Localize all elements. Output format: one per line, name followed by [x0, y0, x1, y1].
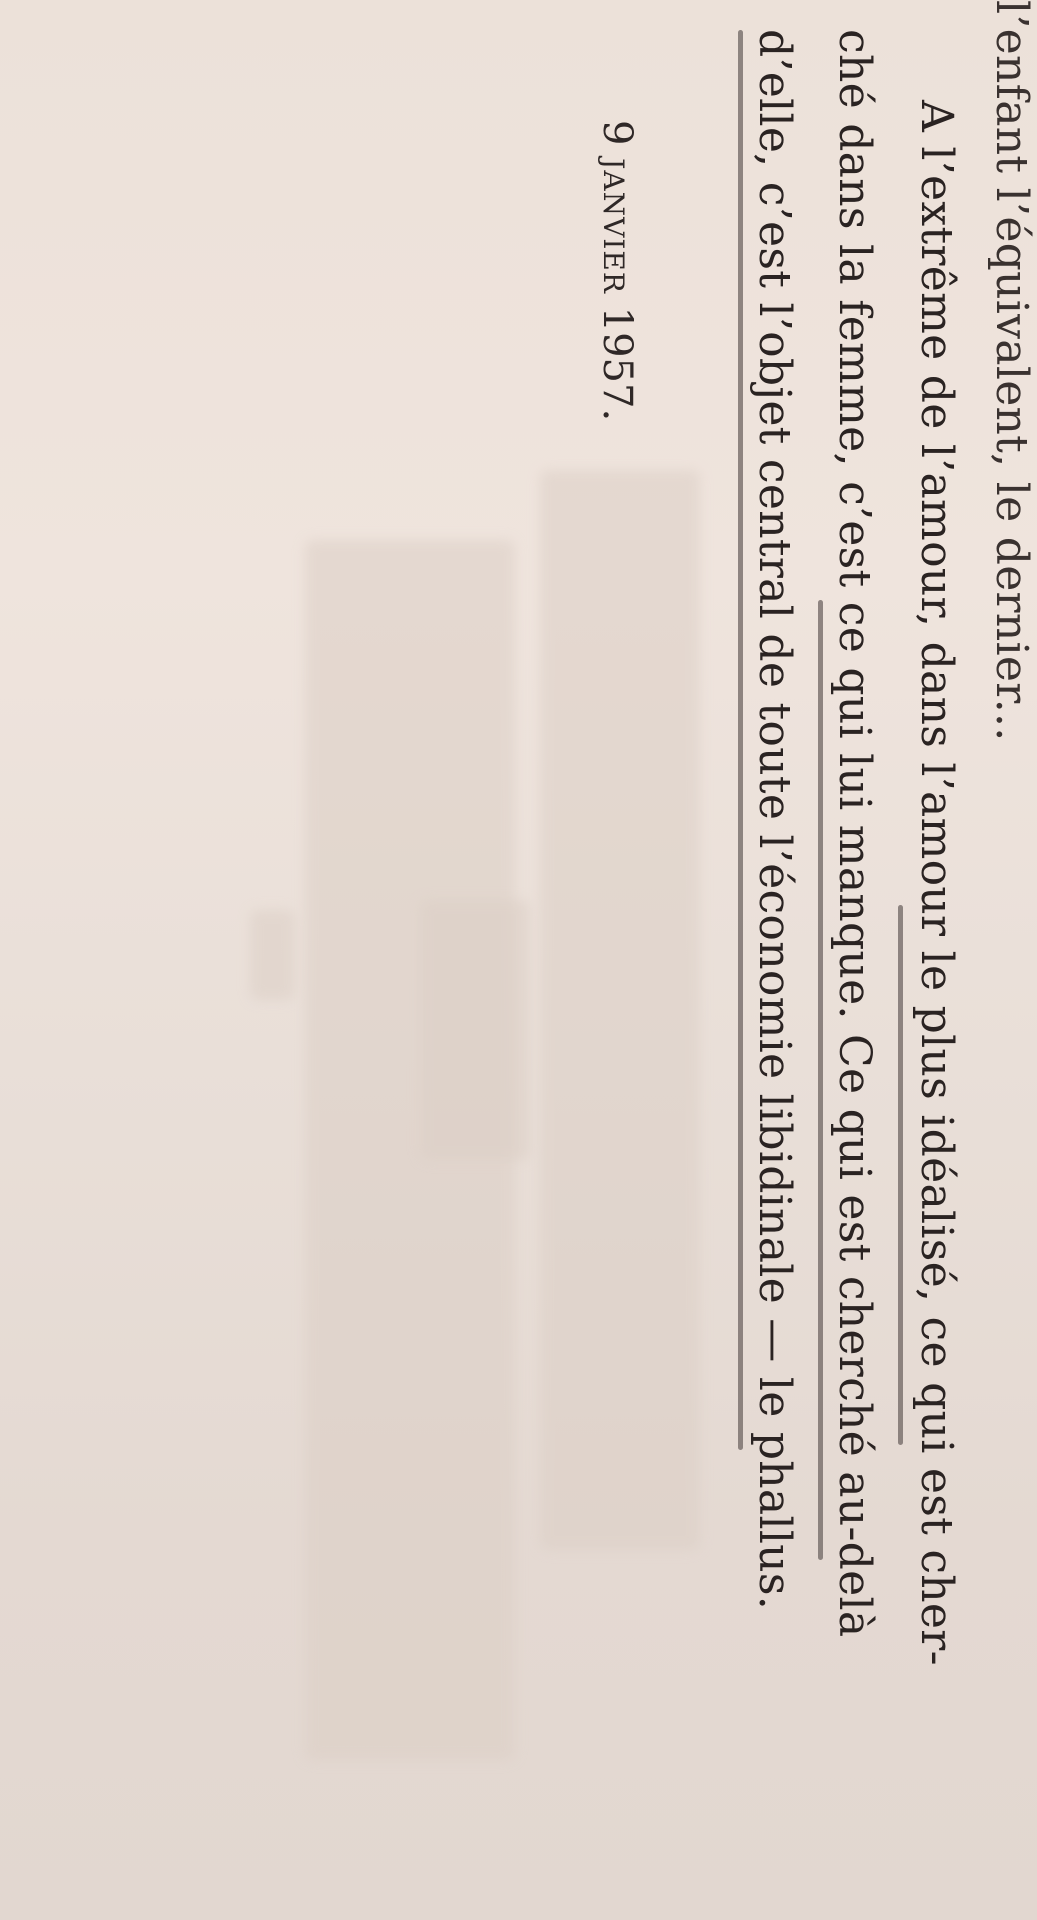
- text-line-3: d’elle, c’est l’objet central de toute l’économie libidinale — le phallus.: [749, 29, 800, 1610]
- pencil-underline: [738, 30, 743, 1450]
- chapter-date: [594, 120, 640, 421]
- date-year: 1957.: [594, 306, 640, 422]
- date-month: janvier: [594, 158, 640, 294]
- pencil-underline: [898, 905, 903, 1445]
- text-line-2: ché dans la femme, c’est ce qui lui manque. Ce qui est cherché au-delà: [829, 29, 880, 1638]
- date-day: 9: [594, 120, 640, 146]
- text-line-1: A l’extrême de l’amour, dans l’amour le plus idéalisé, ce qui est cher-: [911, 100, 962, 1666]
- cropped-top-line: l’enfant l’équivalent, le dernier...: [986, 0, 1037, 742]
- pencil-underline: [818, 600, 823, 1560]
